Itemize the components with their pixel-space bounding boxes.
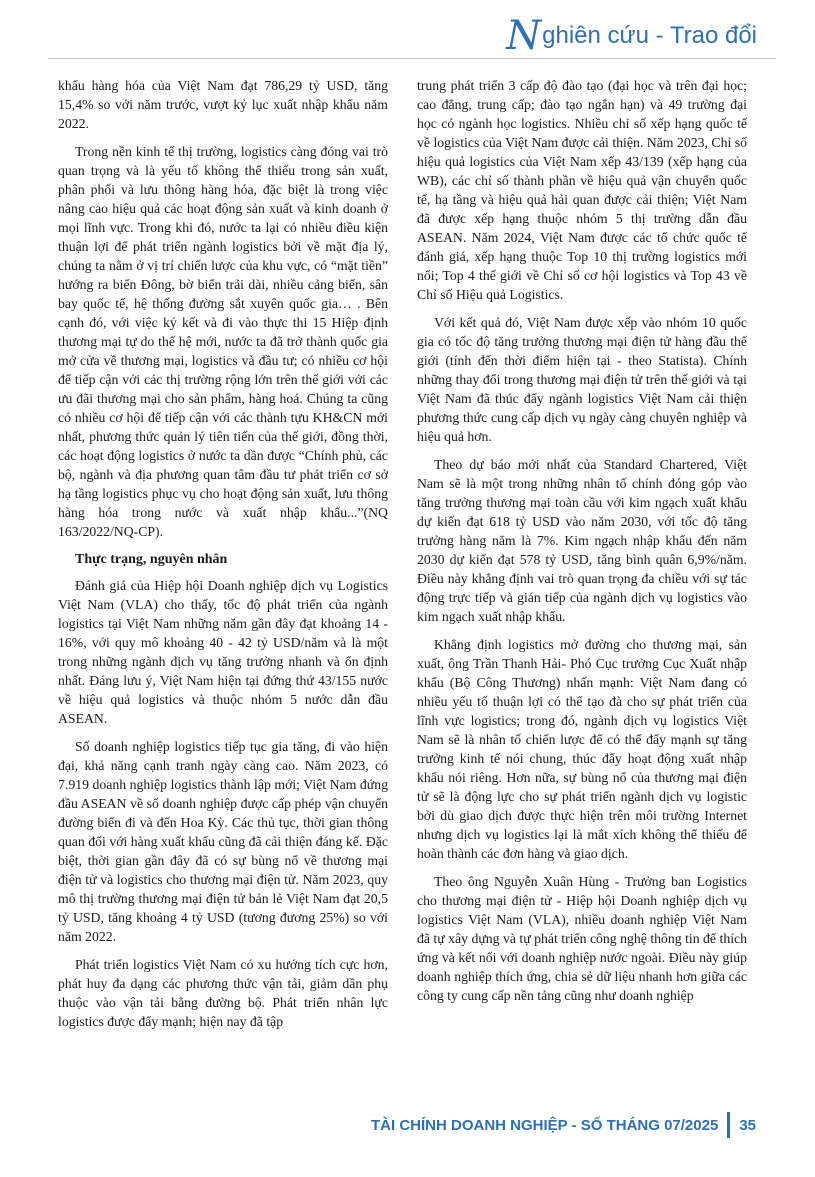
paragraph: Phát triển logistics Việt Nam có xu hướng tích cực hơn, phát huy đa dạng các phương thức vận tải, giảm dần phụ thuộc vào vận tải bằng đường bộ. Phát triển nhân lực logistics được đẩy mạnh; hiện nay đã tập [58, 957, 388, 1029]
paragraph: Trong nền kinh tế thị trường, logistics càng đóng vai trò quan trọng và là yếu tố không thể thiếu trong sản xuất, phân phối và lưu thông hàng hóa, đặc biệt là trong việc nâng cao hiệu quả các hoạt động sản xuất và kinh doanh ở mọi lĩnh vực. Trong khi đó, nước ta lại có nhiều điều kiện thuận lợi để phát triển ngành logistics bởi về mặt địa lý, chúng ta nằm ở vị trí chiến lược của khu vực, có “mặt tiền” hướng ra biển Đông, bờ biển trải dài, nhiều cảng biển, sân bay quốc tế, hệ thống đường sắt xuyên quốc gia… . Bên cạnh đó, với việc ký kết và đi vào thực thi 15 Hiệp định thương mại tự do thế hệ mới, nước ta đã trở thành quốc gia mở cửa về thương mại, logistics và đầu tư; có nhiều cơ hội để tiếp cận với các thị trường rộng lớn trên thế giới với các ưu đãi thương mại cho sản phẩm, hàng hoá. Chúng ta cũng có nhiều cơ hội để tiếp cận với các thành tựu KH&CN mới nhất, phương thức quản lý tiên tiến của thế giới, đồng thời, các hoạt động logistics ở nước ta dần được “Chính phủ, các bộ, ngành và địa phương quan tâm đầu tư phát triển cơ sở hạ tầng logistics phục vụ cho hoạt động sản xuất, lưu thông hàng hóa trong nước và xuất nhập khẩu...”(NQ 163/2022/NQ-CP). [58, 144, 388, 539]
paragraph: Với kết quả đó, Việt Nam được xếp vào nhóm 10 quốc gia có tốc độ tăng trưởng thương mại điện tử hàng đầu thế giới (tính đến thời điểm hiện tại - theo Statista). Chính những thay đổi trong thương mại điện tử trên thế giới và tại Việt Nam đã thúc đẩy ngành logistics Việt Nam cải thiện phương thức cung cấp dịch vụ ngày càng chuyên nghiệp và hiệu quả hơn. [417, 315, 747, 444]
page-footer [371, 1112, 756, 1138]
section-heading: Thực trạng, nguyên nhân [75, 552, 228, 567]
right-column [417, 76, 747, 1076]
paragraph: khẩu hàng hóa của Việt Nam đạt 786,29 tỷ USD, tăng 15,4% so với năm trước, vượt kỷ lục xuất nhập khẩu năm 2022. [58, 78, 388, 131]
page-number: 35 [739, 1116, 756, 1134]
publication-title: TÀI CHÍNH DOANH NGHIỆP - SỐ THÁNG 07/2025 [371, 1116, 719, 1134]
section-label-rest: ghiên cứu - Trao đổi [542, 22, 757, 49]
section-label-initial: N [506, 13, 542, 59]
paragraph: Theo ông Nguyễn Xuân Hùng - Trưởng ban Logistics cho thương mại điện tử - Hiệp hội Doanh nghiệp dịch vụ logistics Việt Nam (VLA), nhiều doanh nghiệp Việt Nam đã tự xây dựng và tự phát triển công nghệ thông tin để thích ứng và kết nối với doanh nghiệp nước ngoài. Điều này giúp doanh nghiệp thích ứng, chia sẻ dữ liệu nhanh hơn giữa các công ty cung cấp nền tảng cũng như doanh nghiệp [417, 874, 747, 1003]
paragraph: Đánh giá của Hiệp hội Doanh nghiệp dịch vụ Logistics Việt Nam (VLA) cho thấy, tốc độ phát triển của ngành logistics tại Việt Nam những năm gần đây đạt khoảng 14 - 16%, với quy mô khoảng 40 - 42 tỷ USD/năm và là một trong những ngành dịch vụ tăng trưởng nhanh và ổn định nhất. Đáng lưu ý, Việt Nam hiện tại đứng thứ 43/155 nước về hiệu quả logistics và thuộc nhóm 5 nước dẫn đầu ASEAN. [58, 578, 388, 726]
section-label [506, 13, 757, 59]
left-column [58, 76, 388, 1076]
paragraph: Số doanh nghiệp logistics tiếp tục gia tăng, đi vào hiện đại, khả năng cạnh tranh ngày càng cao. Năm 2023, có 7.919 doanh nghiệp logistics thành lập mới; Việt Nam đứng đầu ASEAN về số doanh nghiệp được cấp phép vận chuyển đường biển đi và đến Hoa Kỳ. Các thủ tục, thời gian thông quan đối với hàng xuất khẩu cũng đã cải thiện đáng kể. Đặc biệt, thời gian gần đây đã có sự bùng nổ về thương mại điện tử và logistics cho thương mại điện tử. Năm 2023, quy mô thị trường thương mại điện tử bán lẻ Việt Nam đạt 20,5 tỷ USD, tăng khoảng 4 tỷ USD (tương đương 25%) so với năm 2022. [58, 739, 388, 944]
paragraph: Khẳng định logistics mở đường cho thương mại, sản xuất, ông Trần Thanh Hải- Phó Cục trưởng Cục Xuất nhập khẩu (Bộ Công Thương) nhấn mạnh: Việt Nam đang có nhiều yếu tố thuận lợi có thể tạo đà cho sự phát triển của lĩnh vực logistics; trong đó, ngành dịch vụ logistics Việt Nam sẽ là nhân tố chiến lược để có thể đẩy mạnh sự tăng trưởng kinh tế nói chung, thúc đẩy hoạt động xuất nhập khẩu nói riêng. Hơn nữa, sự bùng nổ của thương mại điện tử sẽ là động lực cho sự phát triển ngành dịch vụ logistic bởi dù giao dịch được thực hiện trên môi trường Internet nhưng dịch vụ logistics lại là mắt xích không thể thiếu để hoàn thành các đơn hàng và giao dịch. [417, 637, 747, 861]
header-rule [48, 58, 776, 59]
paragraph: Theo dự báo mới nhất của Standard Chartered, Việt Nam sẽ là một trong những nhân tố chính đóng góp vào tăng trưởng thương mại toàn cầu với kim ngạch xuất khẩu dự kiến đạt 618 tỷ USD vào năm 2030, với tốc độ tăng trưởng hàng năm là 7%. Kim ngạch nhập khẩu đến năm 2030 dự kiến đạt 578 tỷ USD, tăng bình quân 6,9%/năm. Điều này khẳng định vai trò quan trọng đa chiều với sự tác động trực tiếp và gián tiếp của ngành dịch vụ logistics vào kim ngạch xuất nhập khẩu. [417, 457, 747, 624]
footer-divider [727, 1112, 730, 1138]
paragraph: trung phát triển 3 cấp độ đào tạo (đại học và trên đại học; cao đẳng, trung cấp; đào tạo ngắn hạn) và 49 trường đại học có ngành học logistics. Nhiều chỉ số xếp hạng quốc tế về logistics của Việt Nam được cải thiện. Năm 2023, Chỉ số hiệu quả logistics của Việt Nam xếp 43/139 (xếp hạng của WB), các chỉ số thành phần về hiệu quả vận chuyển quốc tế, hạ tầng và hiệu quả hải quan được cải thiện; Việt Nam đã được xếp hạng thuộc nhóm 5 thị trường dẫn đầu ASEAN. Năm 2024, Việt Nam được các tổ chức quốc tế đánh giá, xếp hạng thuộc Top 10 thị trường logistics mới nổi; Top 4 thế giới về Chỉ số cơ hội logistics và Top 43 về Chỉ số Hiệu quả Logistics. [417, 78, 747, 302]
